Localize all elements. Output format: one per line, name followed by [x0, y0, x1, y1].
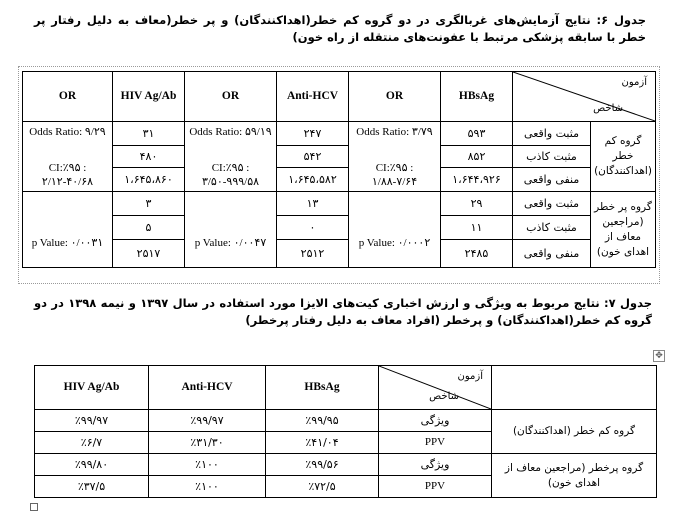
row-label: مثبت واقعی	[513, 192, 591, 216]
cell-hcv: ٪۱۰۰	[149, 476, 266, 498]
cell-hiv: ٪۳۷/۵	[35, 476, 149, 498]
cell-hiv: ۳	[113, 192, 185, 216]
group-low-risk: گروه کم خطر (اهداکنندگان)	[492, 410, 657, 454]
header-hbs: HBsAg	[266, 366, 379, 410]
row-label: مثبت کاذب	[513, 146, 591, 168]
header-hiv: HIV Ag/Ab	[35, 366, 149, 410]
empty-header-cell	[492, 366, 657, 410]
group-high-risk: گروه پرخطر (مراجعین معاف از اهدای خون)	[492, 454, 657, 498]
cell-hcv: ۰	[277, 216, 349, 240]
diag-top-label: آزمون	[621, 77, 647, 88]
group-high-risk: گروه پر خطر (مراجعین معاف از اهدای خون)	[591, 192, 656, 268]
cell-hbs: ۱۱	[441, 216, 513, 240]
table7-caption: جدول ۷: نتایج مربوط به ویژگی و ارزش اخباری کیت‌های الایزا مورد استفاده در سال ۱۳۹۷ و نیمه ۱۳۹۸ در دو گروه کم خطر(اهداکنندگان) و پرخطر (افراد معاف به دلیل رفتار پرخطر)	[34, 296, 653, 327]
ci: CI:٪۹۵ : ۱/۸۸-۷/۶۴	[371, 161, 418, 188]
row-label: مثبت واقعی	[513, 122, 591, 146]
cell-hiv: ٪۶/۷	[35, 432, 149, 454]
row-label: ویژگی	[379, 410, 492, 432]
cell-hcv: ۵۴۲	[277, 146, 349, 168]
cell-hbs: ۲۴۸۵	[441, 240, 513, 268]
header-hiv: HIV Ag/Ab	[113, 72, 185, 122]
pvalue-hcv	[185, 192, 277, 268]
row-label: منفی واقعی	[513, 168, 591, 192]
p-value: p Value: ۰/۰۰۰۲	[358, 236, 431, 249]
cell-hcv: ۱۳	[277, 192, 349, 216]
cell-hcv: ۱،۶۴۵،۵۸۲	[277, 168, 349, 192]
cell-hiv: ۵	[113, 216, 185, 240]
cell-hiv: ۱،۶۴۵،۸۶۰	[113, 168, 185, 192]
diagonal-header-cell	[513, 72, 656, 122]
or-hcv-low	[185, 122, 277, 192]
or-hbs-low	[349, 122, 441, 192]
table6-caption: جدول ۶: نتایج آزمایش‌های غربالگری در دو گروه کم خطر(اهداکنندگان) و پر خطر(معاف به دلیل رفتار پر خطر با سابقه پزشکی مرتبط با عفونت‌های منتقله از راه خون)	[34, 13, 646, 44]
header-or-hcv: OR	[185, 72, 277, 122]
row-label: PPV	[379, 476, 492, 498]
cell-hbs: ۵۹۳	[441, 122, 513, 146]
diagonal-header-cell	[379, 366, 492, 410]
odds-ratio: Odds Ratio: ۵۹/۱۹	[189, 125, 272, 138]
header-or-hbs: OR	[349, 72, 441, 122]
cell-hbs: ۲۹	[441, 192, 513, 216]
cell-hbs: ٪۴۱/۰۴	[266, 432, 379, 454]
or-hiv-low	[23, 122, 113, 192]
row-label: ویژگی	[379, 454, 492, 476]
odds-ratio: Odds Ratio: ۹/۲۹	[29, 125, 106, 138]
table-move-handle-icon[interactable]: ✥	[653, 350, 665, 362]
odds-ratio: Odds Ratio: ۳/۷۹	[356, 125, 433, 138]
table7	[34, 365, 657, 498]
header-or-hiv: OR	[23, 72, 113, 122]
pvalue-hbs	[349, 192, 441, 268]
diag-bottom-label: شاخص	[593, 103, 623, 114]
cell-hbs: ٪۹۹/۵۶	[266, 454, 379, 476]
cell-hbs: ۱،۶۴۴،۹۲۶	[441, 168, 513, 192]
p-value: p Value: ۰/۰۰۴۷	[194, 236, 267, 249]
cell-hbs: ٪۷۲/۵	[266, 476, 379, 498]
row-label: مثبت کاذب	[513, 216, 591, 240]
group-low-risk: گروه کم خطر (اهداکنندگان)	[591, 122, 656, 192]
cell-hbs: ۸۵۲	[441, 146, 513, 168]
ci: CI:٪۹۵ : ۳/۵۰-۹۹۹/۵۸	[201, 161, 260, 188]
cell-hiv: ٪۹۹/۹۷	[35, 410, 149, 432]
ci: CI:٪۹۵ : ۲/۱۲-۴۰/۶۸	[41, 161, 94, 188]
p-value: p Value: ۰/۰۰۳۱	[31, 236, 104, 249]
cell-hcv: ٪۳۱/۳۰	[149, 432, 266, 454]
cell-hcv: ۲۴۷	[277, 122, 349, 146]
cell-hcv: ۲۵۱۲	[277, 240, 349, 268]
cell-hbs: ٪۹۹/۹۵	[266, 410, 379, 432]
diag-top-label: آزمون	[457, 371, 483, 382]
cell-hiv: ۲۵۱۷	[113, 240, 185, 268]
cell-hiv: ٪۹۹/۸۰	[35, 454, 149, 476]
cell-hiv: ۴۸۰	[113, 146, 185, 168]
header-hbs: HBsAg	[441, 72, 513, 122]
header-hcv: Anti-HCV	[277, 72, 349, 122]
cell-hcv: ٪۹۹/۹۷	[149, 410, 266, 432]
cell-hcv: ٪۱۰۰	[149, 454, 266, 476]
table6	[22, 71, 656, 268]
header-hcv: Anti-HCV	[149, 366, 266, 410]
table-resize-handle[interactable]	[30, 503, 38, 511]
row-label: منفی واقعی	[513, 240, 591, 268]
pvalue-hiv	[23, 192, 113, 268]
cell-hiv: ۳۱	[113, 122, 185, 146]
diag-bottom-label: شاخص	[429, 391, 459, 402]
row-label: PPV	[379, 432, 492, 454]
